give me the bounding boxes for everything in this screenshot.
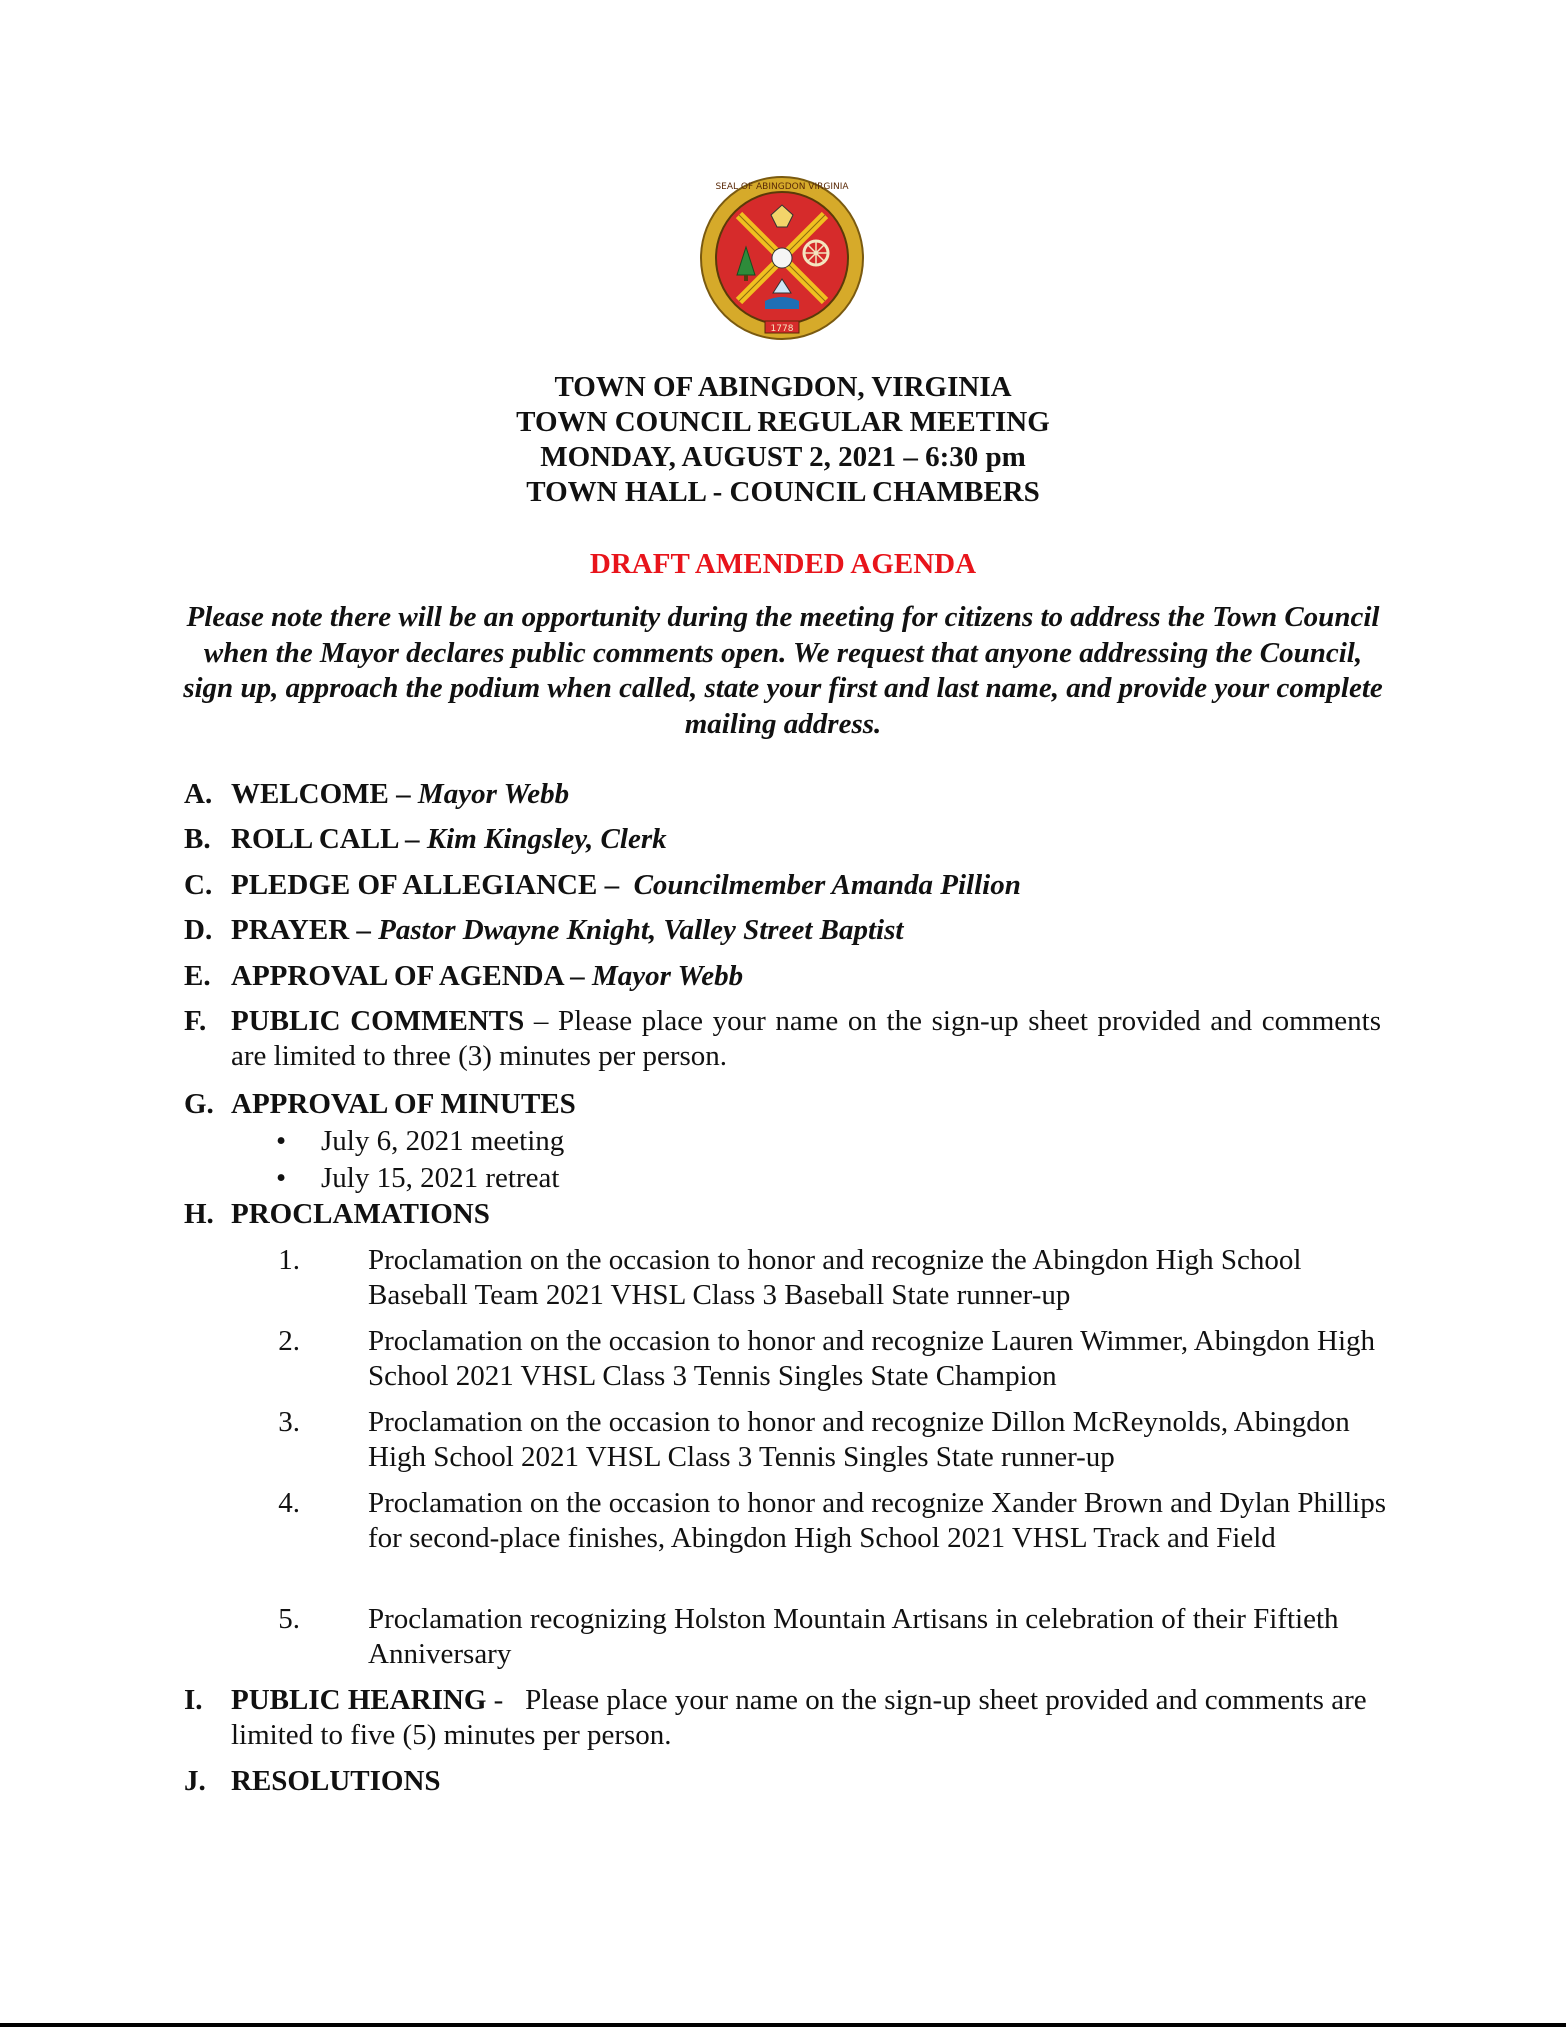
bullet-icon: • (276, 1125, 287, 1157)
item-letter: C. (184, 869, 213, 901)
item-letter: A. (184, 778, 213, 810)
town-seal-logo (699, 175, 865, 341)
item-speaker: Pastor Dwayne Knight, Valley Street Baptist (378, 914, 904, 946)
item-text: - Please place your name on the sign-up sheet provided and comments are limited to five (5) minutes per person. (231, 1684, 1374, 1751)
item-title: PRAYER – (231, 914, 379, 946)
item-title: PUBLIC HEARING (231, 1684, 487, 1716)
item-letter: J. (184, 1765, 206, 1797)
seal-ring-text: SEAL OF ABINGDON VIRGINIA (715, 182, 849, 192)
header-town: TOWN OF ABINGDON, VIRGINIA (554, 371, 1012, 403)
header-location: TOWN HALL - COUNCIL CHAMBERS (526, 476, 1040, 508)
item-letter: G. (184, 1088, 214, 1120)
item-letter: D. (184, 914, 213, 946)
item-title: PLEDGE OF ALLEGIANCE – (231, 869, 627, 901)
item-title: ROLL CALL – (231, 823, 427, 855)
seal-year: 1778 (770, 324, 794, 334)
page-bottom-rule (0, 2023, 1566, 2027)
public-comment-notice: Please note there will be an opportunity during the meeting for citizens to address the Town Council when the Mayor declares public comments open. We request that anyone addressing the Council, sign up, approach the podium when called, state your first and last name, and provide your complete mailing address. (183, 601, 1383, 740)
item-title: RESOLUTIONS (231, 1765, 441, 1797)
item-title: APPROVAL OF AGENDA – (231, 960, 592, 992)
item-letter: B. (184, 823, 211, 855)
item-letter: H. (184, 1198, 214, 1230)
item-letter: E. (184, 960, 211, 992)
item-speaker: Councilmember Amanda Pillion (633, 869, 1021, 901)
item-speaker: Mayor Webb (417, 778, 570, 810)
item-title: APPROVAL OF MINUTES (231, 1088, 576, 1120)
bullet-icon: • (276, 1162, 287, 1194)
header-date: MONDAY, AUGUST 2, 2021 – 6:30 pm (540, 441, 1026, 473)
header-meeting: TOWN COUNCIL REGULAR MEETING (516, 406, 1050, 438)
item-title: WELCOME – (231, 778, 418, 810)
item-speaker: Kim Kingsley, Clerk (426, 823, 667, 855)
item-letter: F. (184, 1005, 207, 1037)
item-speaker: Mayor Webb (591, 960, 744, 992)
item-title: PROCLAMATIONS (231, 1198, 490, 1230)
item-title: PUBLIC COMMENTS (231, 1005, 525, 1037)
item-letter: I. (184, 1684, 203, 1716)
item-text: – Please place your name on the sign-up sheet provided and comments are limited to three (3) minutes per person. (231, 1005, 1381, 1072)
draft-agenda-title: DRAFT AMENDED AGENDA (589, 548, 977, 580)
agenda-page: SEAL OF ABINGDON VIRGINIA 1778 TOWN OF ABINGDON, VIRGINIA TOWN COUNCIL REGULAR MEETING MONDAY, AUGUST 2, 2021 – 6:30 pm TOWN HALL - COUNCIL CHAMBERS DRAFT AMENDED AGENDA Please note there will be an opportunity during the meeting for citizens to address the Town Council when the Mayor declares public comments open. We request that anyone addressing the Council, sign up, approach the podium when called, state your first and last name, and provide your complete mailing address. A. WELCOME – Mayor Webb B. ROLL CALL – Kim Kingsley, Clerk C. PLEDGE OF ALLEGIANCE – Councilmember Amanda Pillion D. PRAYER – Pastor Dwayne Knight, Valley Street Baptist E. APPROVAL OF AGENDA – Mayor Webb F. PUBLIC COMMENTS – Please place your name on the sign-up sheet provided and comments are limited to three (3) minutes per person. G. APPROVAL OF MINUTES • July 6, 2021 meeting • July 15, 2021 retreat H. PROCLAMATIONS 1. Proclamation on the occasion to honor and recognize the Abingdon High School Baseball Team 2021 VHSL Class 3 Baseball State runner-up 2. Proclamation on the occasion to honor and recognize Lauren Wimmer, Abingdon High School 2021 VHSL Class 3 Tennis Singles State Champion 3. Proclamation on the occasion to honor and recognize Dillon McReynolds, Abingdon High School 2021 VHSL Class 3 Tennis Singles State runner-up 4. Proclamation on the occasion to honor and recognize Xander Brown and Dylan Phillips for second-place finishes, Abingdon High School 2021 VHSL Track and Field 5. Proclamation recognizing Holston Mountain Artisans in celebration of their Fiftieth Anniversary I. PUBLIC HEARING - Please place your name on the sign-up sheet provided and comments are limited to five (5) minutes per person. J. RESOLUTIONS (0, 0, 1566, 2030)
